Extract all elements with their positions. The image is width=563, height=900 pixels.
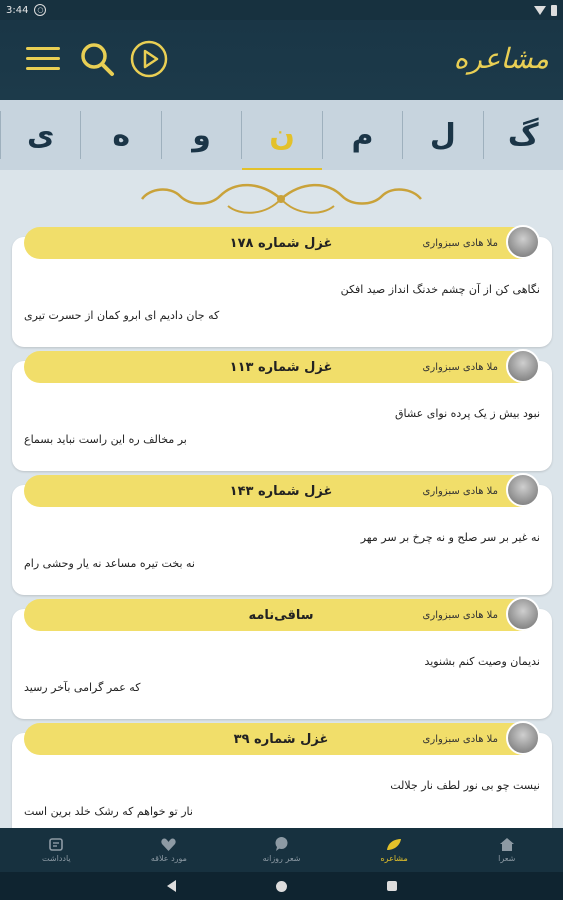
verse-first: نگاهی کن از آن چشم خدنگ انداز صید افکن <box>340 283 540 296</box>
verse-first: ندیمان وصیت کنم بشنوید <box>424 655 540 668</box>
nav-poets[interactable] <box>450 828 563 872</box>
poem-card[interactable] <box>12 237 552 347</box>
poem-title: غزل شماره ۳۹ <box>233 731 329 747</box>
poem-card[interactable] <box>12 733 552 828</box>
nav-label: شعر روزانه <box>262 854 301 863</box>
verse-first: نیست چو بی نور لطف نار جلالت <box>390 779 540 792</box>
poet-name: ملا هادی سبزواری <box>422 733 498 745</box>
poem-list[interactable] <box>0 170 563 828</box>
verse-second: نه بخت تیره مساعد نه یار وحشی رام <box>24 557 195 570</box>
nav-mosha-ere[interactable] <box>338 828 451 872</box>
nav-label: مشاعره <box>380 854 408 863</box>
recent-apps-icon[interactable] <box>387 881 397 891</box>
heart-icon <box>161 837 177 851</box>
verse-first: نه غیر بر سر صلح و نه چرخ بر سر مهر <box>360 531 540 544</box>
play-circle-icon <box>129 39 169 79</box>
card-header <box>24 227 538 259</box>
battery-icon <box>551 5 557 16</box>
poet-name: ملا هادی سبزواری <box>422 485 498 497</box>
letter-tab[interactable]: گ <box>483 111 563 159</box>
app-title: مشاعره <box>453 42 549 75</box>
card-header <box>24 723 538 755</box>
card-header <box>24 475 538 507</box>
letter-tab-active[interactable]: ن <box>241 111 321 159</box>
status-notification-icon: ○ <box>34 4 46 16</box>
leaf-icon <box>386 837 402 851</box>
home-icon <box>499 837 515 851</box>
status-bar <box>0 0 563 20</box>
poet-name: ملا هادی سبزواری <box>422 609 498 621</box>
poem-card[interactable] <box>12 361 552 471</box>
chat-icon <box>274 837 290 851</box>
verse-second: نار تو خواهم که رشک خلد برین است <box>24 805 193 818</box>
note-icon <box>48 837 64 851</box>
play-button[interactable] <box>128 38 170 80</box>
poem-title: غزل شماره ۱۴۳ <box>229 483 333 499</box>
search-button[interactable] <box>76 38 118 80</box>
letter-tab[interactable]: ل <box>402 111 482 159</box>
search-icon <box>79 41 115 77</box>
card-header <box>24 599 538 631</box>
poet-name: ملا هادی سبزواری <box>422 361 498 373</box>
poem-title: ساقی‌نامه <box>248 607 314 623</box>
verse-second: بر مخالف ره این راست نباید بسماع <box>24 433 187 446</box>
letter-tab[interactable]: م <box>322 111 402 159</box>
poet-name: ملا هادی سبزواری <box>422 237 498 249</box>
verse-first: نبود بیش ز یک پرده نوای عشاق <box>394 407 540 420</box>
letter-tab[interactable]: ه <box>80 111 160 159</box>
nav-label: شعرا <box>498 854 516 863</box>
nav-notes[interactable] <box>0 828 113 872</box>
verse-second: که جان دادیم ای ابرو کمان از حسرت تیری <box>24 309 220 322</box>
home-circle-icon[interactable] <box>276 881 287 892</box>
card-header <box>24 351 538 383</box>
poem-title: غزل شماره ۱۱۳ <box>229 359 333 375</box>
status-time: 3:44 <box>6 4 29 16</box>
app-bar <box>0 20 563 100</box>
alphabet-tabs <box>0 100 563 170</box>
nav-label: یادداشت <box>42 854 71 863</box>
nav-favorites[interactable] <box>113 828 226 872</box>
poem-card[interactable] <box>12 485 552 595</box>
poem-title: غزل شماره ۱۷۸ <box>229 235 333 251</box>
nav-label: مورد علاقه <box>150 854 187 863</box>
verse-second: که عمر گرامی بآخر رسید <box>24 681 141 694</box>
bottom-navigation <box>0 828 563 872</box>
system-navigation <box>0 872 563 900</box>
back-icon[interactable] <box>167 880 176 892</box>
ornament-divider <box>140 176 423 222</box>
menu-button[interactable] <box>22 38 64 80</box>
poem-card[interactable] <box>12 609 552 719</box>
nav-daily-poem[interactable] <box>225 828 338 872</box>
letter-tab[interactable]: و <box>161 111 241 159</box>
letter-tab[interactable]: ی <box>0 111 80 159</box>
wifi-icon <box>534 6 546 15</box>
